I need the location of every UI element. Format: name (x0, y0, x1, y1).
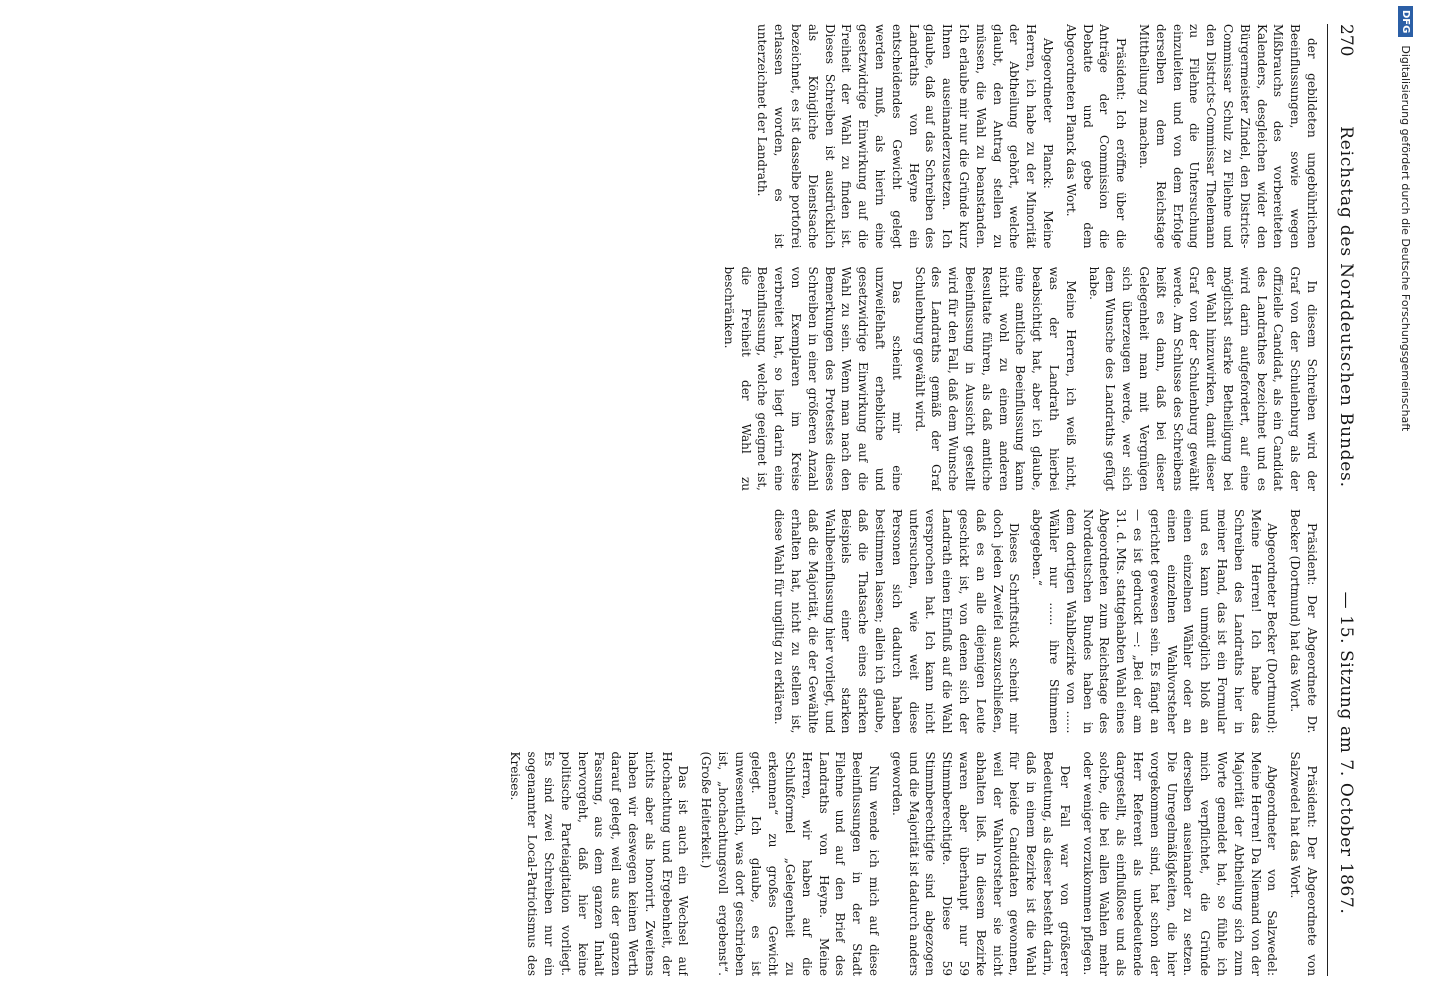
paragraph: Präsident: Der Abgeordnete Dr. Becker (Dortmund) hat das Wort. (1288, 509, 1319, 734)
digitization-stamp (1380, 0, 1432, 1000)
column-1 (18, 24, 1320, 249)
paragraph: Das scheint mir eine unzweifelhaft erhebliche und gesetzwidrige Einwirkung auf die Wahl zu sein. Wenn man nach den Bemerkungen des Protestes dieses Schreiben in einer größeren Anzahl von Exemplaren im Kreise verbreitet hat, so liegt darin eine Beeinflussung, welche geeignet ist, die Freiheit der Wahl zu beschränken. (721, 266, 904, 491)
page-header (1327, 24, 1362, 976)
paragraph: Nun wende ich mich auf diese Beeinflussungen in der Stadt Filehne und auf den Brief des Landraths von Heyne. Meine Herren, wir haben auf die Schlußformel „Gelegenheit zu erkennen“ zu großes Gewicht gelegt. Ich glaube, es ist unwesentlich, was dort geschrieben ist, „hochachtungsvoll ergebenst“. (Große Heiterkeit.) (699, 751, 882, 976)
column-4 (18, 752, 1320, 977)
paragraph: der gebildeten ungebührlichen Beeinflussungen, sowie wegen Mißbrauchs des vorbereiteten Kalenders, desgleichen wider den Bürgermeister Zindel, den Districts-Commissar Schulz zu Filehne und den Districts-Commissar Thelemann zu Filehne die Untersuchung einzuleiten und von dem Erfolge derselben dem Reichstage Mittheilung zu machen. (1137, 24, 1319, 249)
paragraph: In diesem Schreiben wird der Graf von der Schulenburg als der offizielle Candidat, als ein Candidat des Landrathes bezeichnet und es wird darin aufgefordert, auf eine möglichst starke Betheiligung bei der Wahl hinzuwirken, damit dieser Graf von der Schulenburg gewählt werde. Am Schlusse des Schreibens heißt es dann, daß bei dieser Gelegenheit man mit Vergnügen sich überzeugen werde, wer sich dem Wunsche des Landraths gefügt habe. (1086, 266, 1319, 491)
running-title: Reichstag des Norddeutschen Bundes. (1335, 126, 1356, 488)
column-2 (18, 267, 1320, 492)
paragraph: Abgeordneter Becker (Dortmund): Meine Herren! Ich habe das Schreiben des Landraths hier in meiner Hand, das ist ein Formular und es kann unmöglich bloß an einen einzelnen Wähler oder an einen einzelnen Wahlvorsteher gerichtet gewesen sein. Es fängt an — es ist gedruckt —: „Bei der am 31. d. Mts. stattgehabten Wahl eines Abgeordneten zum Reichstage des Norddeutschen Bundes haben in dem dortigen Wahlbezirke von ...... Wähler nur ...... ihre Stimmen abgegeben.“ (1030, 509, 1280, 734)
paragraph: Das ist auch ein Wechsel auf Hochachtung und Ergebenheit, der nichts aber als honorirt. Zweitens haben wir deswegen keinen Werth darauf gelegt, weil aus der ganzen Fassung, aus dem ganzen Inhalt hervorgeht, daß hier keine politische Parteiagitation vorliegt. Es sind zwei Schreiben nur ein sogenannter Local-Patriotismus des Kreises. (508, 751, 691, 976)
page-number: 270 (1335, 24, 1356, 57)
dfg-logo: DFG (1399, 6, 1414, 37)
paragraph: Dieses Schriftstück scheint mir doch jeden Zweifel auszuschließen, daß es an alle diejenigen Leute geschickt ist, von denen sich der Landrath einen Einfluß auf die Wahl versprochen hat. Ich kann nicht untersuchen, wie weit diese Personen sich dadurch haben bestimmen lassen; allein ich glaube, daß die Thatsache eines starken Beispiels einer starken Wahlbeeinflussung hier vorliegt, und daß die Majorität, die der Gewählte erhalten hat, nicht zu stellen ist, diese Wahl für ungiltig zu erklären. (772, 509, 1022, 734)
paragraph: Der Fall war von größerer Bedeutung, als dieser besteht darin, daß in einem Bezirke ist die Wahl für beide Candidaten gewonnen, weil der Wahlvorsteher sie nicht abhalten ließ. In diesem Bezirke waren aber überhaupt nur 59 Stimmberechtigte. Diese 59 Stimmberechtigte sind abgezogen und die Majorität ist dadurch anders geworden. (889, 751, 1072, 976)
session-info: — 15. Sitzung am 7. October 1867. (1335, 591, 1356, 915)
paragraph: Abgeordneter Planck: Meine Herren, ich habe zu der Minorität der Abtheilung gehört, welche glaubt, den Antrag stellen zu müssen, die Wahl zu beanstanden. Ich erlaube mir nur die Gründe kurz Ihnen auseinanderzusetzen. Ich glaube, daß auf das Schreiben des Landraths von Heyne ein entscheidendes Gewicht gelegt werden muß, als hierin eine gesetzwidrige Einwirkung auf die Freiheit der Wahl zu finden ist. Dieses Schreiben ist ausdrücklich als Königliche Dienstsache bezeichnet, es ist dasselbe portofrei erlassen worden, es ist unterzeichnet der Landrath. (755, 24, 1056, 249)
paragraph: Abgeordneter von Salzwedel: Meine Herren! Da Niemand von der Majorität der Abtheilung sich zum Worte gemeldet hat, so fühle ich mich verpflichtet, die Gründe derselben auseinander zu setzen. Die Unregelmäßigkeiten, die hier vorgekommen sind, hat schon der Herr Referent als unbedeutende dargestellt, als einflußlose und als solche, die bei allen Wahlen mehr oder weniger vorzukommen pflegen. (1080, 751, 1280, 976)
funding-note: Digitalisierung gefördert durch die Deutsche Forschungsgemeinschaft (1399, 45, 1413, 432)
column-3 (18, 509, 1320, 734)
paragraph: Meine Herren, ich weiß nicht, was der Landrath hierbei beabsichtigt hat, aber ich glaube, eine amtliche Beeinflussung kann nicht wohl zu einem anderen Resultate führen, als daß amtliche Beeinflussung in Aussicht gestellt wird für den Fall, daß dem Wunsche des Landraths gemäß der Graf Schulenburg gewählt wird. (912, 266, 1078, 491)
paragraph: Präsident: Der Abgeordnete von Salzwedel hat das Wort. (1288, 751, 1319, 976)
text-columns (18, 24, 1320, 976)
paragraph: Präsident: Ich eröffne über die Anträge der Commission die Debatte und gebe dem Abgeordneten Planck das Wort. (1063, 24, 1129, 249)
